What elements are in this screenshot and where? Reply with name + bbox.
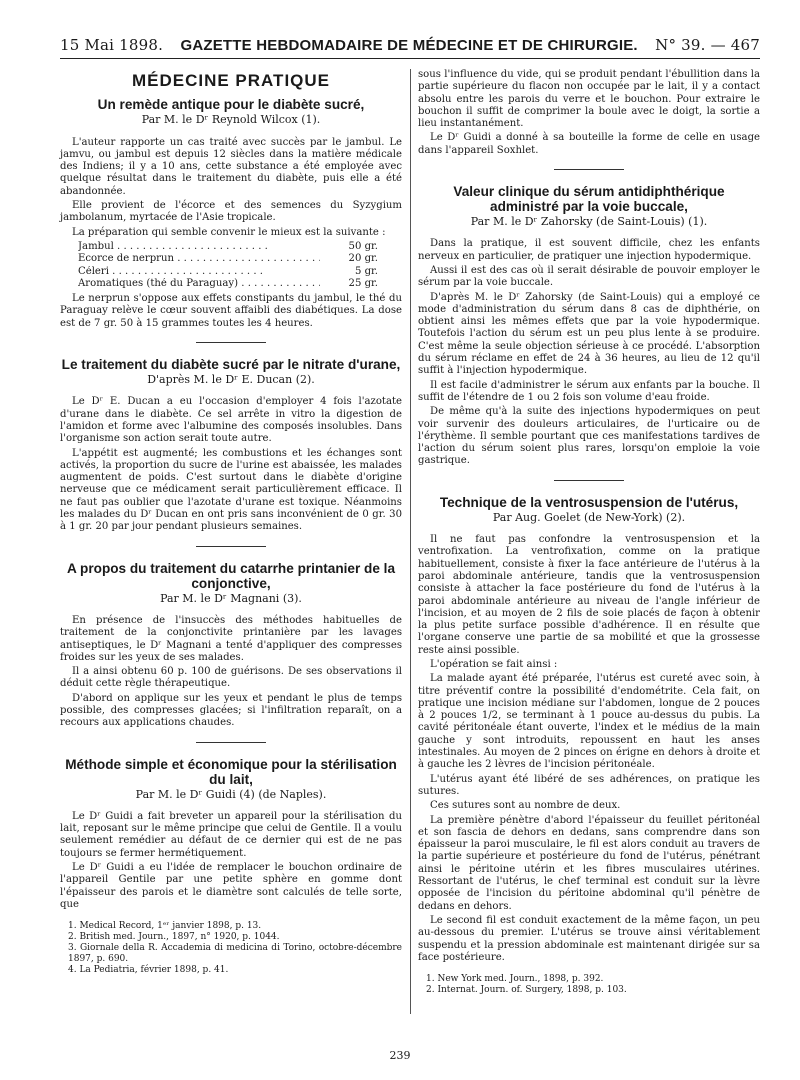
recipe-qty: 25 gr.	[348, 277, 378, 289]
paragraph: Le second fil est conduit exactement de la même façon, un peu au-dessous du premier. L'utérus se trouve ainsi véritablement suspendu et la pression abdominale est maintenant dirigée sur sa face postérieure.	[418, 914, 760, 963]
article-byline: Par M. le Dʳ Zahorsky (de Saint-Louis) (1).	[470, 215, 708, 229]
paragraph: Le Dʳ Guidi a fait breveter un appareil pour la stérilisation du lait, reposant sur le même principe que celui de Gentile. Il a voulu seulement remédier au défaut de ce dernier qui est de ne pas toujours se fermer hermétiquement.	[60, 810, 402, 859]
paragraph: La première pénètre d'abord l'épaisseur du feuillet péritonéal et son fascia de dehors en dedans, sans comprendre dans son épaisseur la paroi musculaire, le fil est alors conduit au travers de la partie supérieure et postérieure du fond de l'utérus, pénétrant ainsi le péritoine utérin et les fibres musculaires utérines. Ressortant de l'utérus, le chef terminal est conduit sur la lèvre opposée de l'incision du péritoine abdominal qu'il pénètre de dedans en dehors.	[418, 814, 760, 912]
paragraph: Il a ainsi obtenu 60 p. 100 de guérisons. De ses observations il déduit cette règle thérapeutique.	[60, 666, 402, 690]
right-column	[418, 69, 760, 996]
article-title: Méthode simple et économique pour la stérilisation du lait,	[65, 756, 397, 787]
left-column	[60, 69, 402, 996]
paragraph: Le Dʳ Guidi a donné à sa bouteille la forme de celle en usage dans l'appareil Soxhlet.	[418, 132, 760, 156]
article-separator	[196, 342, 266, 343]
recipe-item: Céleri . . .	[78, 266, 320, 278]
recipe-item: Aromatiques (thé du Paraguay) . . .	[78, 278, 320, 290]
recipe-row	[78, 253, 378, 265]
two-column-body	[60, 69, 760, 996]
header-journal-title: GAZETTE HEBDOMADAIRE DE MÉDECINE ET DE CHIRURGIE.	[180, 37, 638, 54]
paragraph: Aussi il est des cas où il serait désirable de pouvoir employer le sérum par la voie buccale.	[418, 264, 760, 289]
paragraph: Dans la pratique, il est souvent difficile, chez les enfants nerveux en particulier, de pratiquer une injection hypodermique.	[418, 238, 760, 262]
recipe-qty: 5 gr.	[354, 265, 378, 277]
article-separator	[196, 742, 266, 743]
paragraph: Ces sutures sont au nombre de deux.	[430, 800, 621, 812]
recipe-qty: 50 gr.	[348, 240, 378, 252]
paragraph: L'appétit est augmenté; les combustions et les échanges sont activés, la proportion du sucre de l'urine est abaissée, les malades augmentent de poids. C'est surtout dans le diabète d'origine nerveuse que ce médicament serait particulièrement efficace. Il ne faut pas oublier que l'azotate d'urane est toxique. Néanmoins les malades du Dʳ Ducan en ont pris sans inconvénient de 0 gr. 30 à 1 gr. 20 par jour pendant plusieurs semaines.	[60, 447, 402, 533]
page-number: 239	[389, 1049, 411, 1062]
article-title: Technique de la ventrosuspension de l'utérus,	[439, 494, 739, 510]
paragraph: D'après M. le Dʳ Zahorsky (de Saint-Louis) qui a employé ce mode d'administration du sérum dans 8 cas de diphthérie, on obtient ainsi les mêmes effets que par la voie hypodermique. Toutefois l'action du sérum est un peu plus lente à se produire. C'est même la seule objection sérieuse à ce procédé. L'absorption du sérum réclame en effet de 24 à 36 heures, au lieu de 12 qu'il suffit à l'injection hypodermique.	[418, 291, 760, 377]
paragraph: Elle provient de l'écorce et des semences du Syzygium jambolanum, myrtacée de l'Asie tropicale.	[60, 200, 402, 224]
recipe-row	[78, 241, 378, 253]
paragraph: Le Dʳ Guidi a eu l'idée de remplacer le bouchon ordinaire de l'appareil Gentile par une petite sphère en gomme dont l'épaisseur des parois et le diamètre sont calculés de telle sorte, que	[60, 862, 402, 910]
paragraph: Le nerprun s'oppose aux effets constipants du jambul, le thé du Paraguay relève le cœur souvent affaibli des diabétiques. La dose est de 7 gr. 50 à 15 grammes toutes les 4 heures.	[60, 293, 402, 329]
header-rule	[60, 58, 760, 59]
section-title: MÉDECINE PRATIQUE	[131, 71, 331, 90]
footnotes-left	[60, 921, 402, 976]
article-byline: Par Aug. Goelet (de New-York) (2).	[492, 510, 686, 524]
header-date: 15 Mai 1898.	[60, 36, 164, 54]
article-separator	[554, 169, 624, 170]
article-title: Le traitement du diabète sucré par le nitrate d'urane,	[61, 357, 401, 373]
paragraph: L'auteur rapporte un cas traité avec succès par le jambul. Le jamvu, ou jambul est depuis 12 siècles dans la matière médicale des Indiens; il y a 10 ans, cette substance a été employée avec quelque résultat dans le traitement du diabète, puis elle a été abandonnée.	[60, 136, 402, 197]
recipe-list	[78, 241, 378, 290]
recipe-item: Jambul . . .	[78, 241, 320, 253]
article-title: Un remède antique pour le diabète sucré,	[97, 97, 365, 113]
journal-page	[60, 36, 760, 1066]
footnote: 1. Medical Record, 1ᵉʳ janvier 1898, p. 13.	[68, 921, 262, 932]
paragraph: sous l'influence du vide, qui se produit pendant l'ébullition dans la partie supérieure du flacon non occupée par le lait, il y a contact absolu entre les parois du verre et le bouchon. Pour extraire le bouchon il suffit de comprimer la boule avec le doigt, la sortie a lieu instantanément.	[418, 69, 760, 130]
article-title: Valeur clinique du sérum antidiphthérique administré par la voie buccale,	[453, 184, 725, 215]
paragraph: D'abord on applique sur les yeux et pendant le plus de temps possible, des compresses glacées; si l'infiltration reparaît, on a recours aux applications chaudes.	[60, 692, 402, 729]
paragraph: Le Dʳ E. Ducan a eu l'occasion d'employer 4 fois l'azotate d'urane dans le diabète. Ce sel arrête in vitro la digestion de l'amidon et forme avec l'albumine des composés insolubles. Dans l'organisme son action serait toute autre.	[60, 396, 402, 445]
footnote: 1. New York med. Journ., 1898, p. 392.	[426, 974, 604, 985]
paragraph: En présence de l'insuccès des méthodes habituelles de traitement de la conjonctivite printanière par les lavages antiseptiques, le Dʳ Magnani a tenté d'appliquer des compresses froides sur les yeux de ses malades.	[60, 614, 402, 663]
article-title: A propos du traitement du catarrhe printanier de la conjonctive,	[66, 560, 396, 591]
header-issue: N° 39. — 467	[655, 36, 760, 54]
recipe-item: Ecorce de nerprun . . .	[78, 253, 320, 265]
recipe-row	[78, 278, 378, 290]
paragraph: La malade ayant été préparée, l'utérus est cureté avec soin, à titre préventif contre la possibilité d'endométrite. Cela fait, on pratique une incision médiane sur l'abdomen, longue de 2 pouces à 2 pouces 1/2, se terminant à 1 pouce au-dessus du pubis. La cavité péritonéale étant ouverte, l'index et le médius de la main gauche y sont introduits, repoussent en haut les anses intestinales. Au moyen de 2 pinces on érigne en dehors à droite et à gauche les 2 lèvres de l'incision péritonéale.	[418, 673, 760, 771]
paragraph: L'opération se fait ainsi :	[430, 658, 558, 670]
paragraph: La préparation qui semble convenir le mieux est la suivante :	[72, 226, 386, 238]
running-header	[60, 36, 760, 54]
paragraph: L'utérus ayant été libéré de ses adhérences, on pratique les sutures.	[418, 773, 760, 797]
paragraph: De même qu'à la suite des injections hypodermiques on peut voir survenir des douleurs articulaires, de l'urticaire ou de l'érythème. Il semble pourtant que ces manifestations tardives de l'action du sérum soient plus rares, lorsqu'on emploie la voie gastrique.	[418, 406, 760, 467]
recipe-row	[78, 266, 378, 278]
footnote: 2. British med. Journ., 1897, n° 1920, p. 1044.	[68, 932, 280, 943]
article-byline: Par M. le Dʳ Reynold Wilcox (1).	[141, 113, 321, 127]
article-byline: Par M. le Dʳ Guidi (4) (de Naples).	[135, 787, 327, 801]
recipe-qty: 20 gr.	[348, 253, 378, 265]
paragraph: Il ne faut pas confondre la ventrosuspension et la ventrofixation. La ventrofixation, comme on la pratique habituellement, consiste à fixer la face antérieure de l'utérus à la paroi abdominale antérieure, tandis que la ventrosuspension consiste à attacher la face postérieure du fond de l'utérus à la paroi abdominale antérieure au niveau de l'angle inférieur de l'incision, et au moyen de 2 fils de soie placés de façon à obtenir la plus petite surface possible d'adhérence. Il en résulte que l'organe conserve une partie de sa mobilité et que la grossesse reste ainsi possible.	[418, 534, 760, 656]
article-byline: Par M. le Dʳ Magnani (3).	[160, 591, 302, 605]
footnotes-right	[418, 974, 760, 996]
paragraph: Il est facile d'administrer le sérum aux enfants par la bouche. Il suffit de l'étendre de 1 ou 2 fois son volume d'eau froide.	[418, 379, 760, 403]
article-separator	[196, 546, 266, 547]
footnote: 4. La Pediatria, février 1898, p. 41.	[68, 965, 229, 976]
column-divider	[410, 69, 411, 1014]
footnote: 3. Giornale della R. Accademia di medicina di Torino, octobre-décembre 1897, p. 690.	[68, 943, 402, 965]
article-byline: D'après M. le Dʳ E. Ducan (2).	[147, 373, 315, 387]
article-separator	[554, 480, 624, 481]
footnote: 2. Internat. Journ. of. Surgery, 1898, p. 103.	[426, 985, 627, 996]
